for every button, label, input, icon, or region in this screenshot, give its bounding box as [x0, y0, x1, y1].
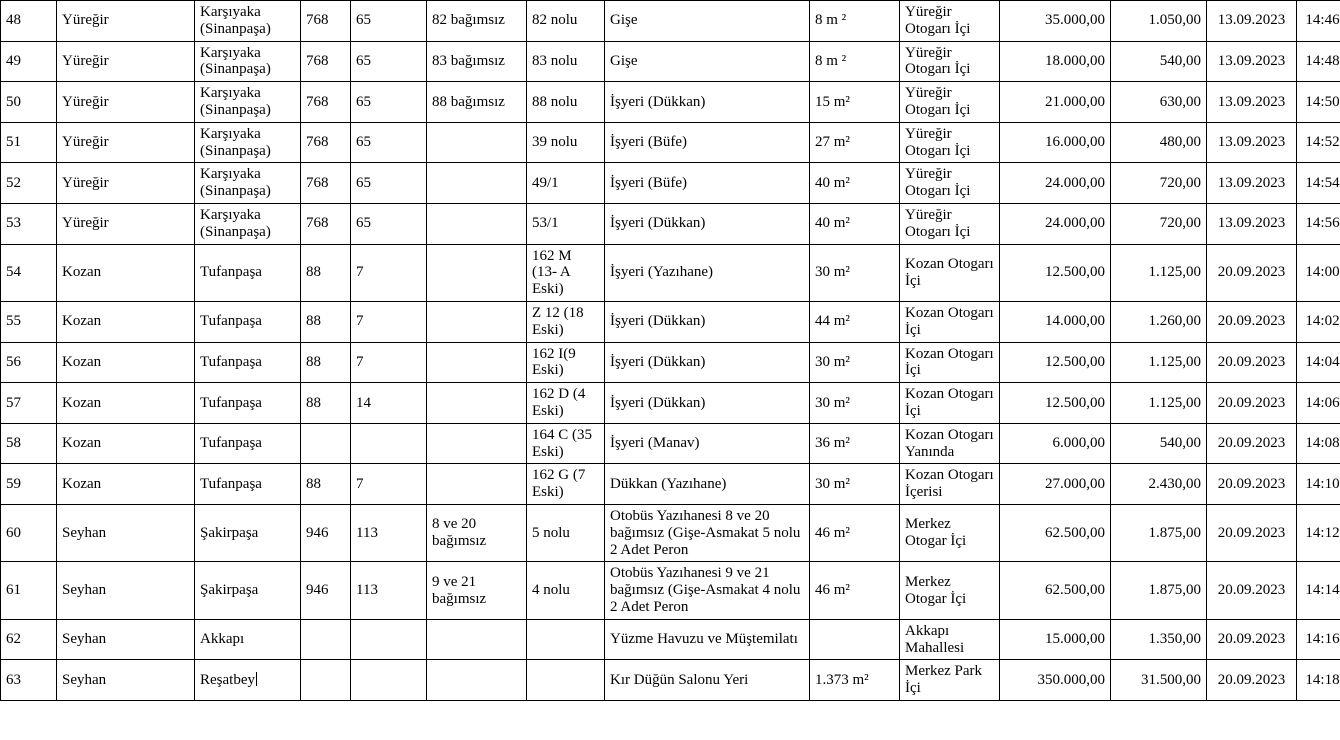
- cell-teminat: 720,00: [1111, 163, 1207, 204]
- cell-parsel: [351, 619, 427, 660]
- cell-parsel: 113: [351, 562, 427, 619]
- cell-adres: Kozan Otogarı İçerisi: [900, 464, 1000, 505]
- cell-saat: 14:46: [1297, 1, 1340, 42]
- cell-mahalle: Şakirpaşa: [195, 562, 301, 619]
- cell-mahalle: Tufanpaşa: [195, 342, 301, 383]
- cell-ada: 88: [301, 244, 351, 301]
- cell-ilce: Seyhan: [57, 562, 195, 619]
- cell-sira-no: 55: [1, 301, 57, 342]
- table-row: [1, 464, 1340, 505]
- cell-mahalle: [195, 660, 301, 701]
- cell-bagimsiz: 8 ve 20 bağımsız: [427, 504, 527, 561]
- cell-ilce: Yüreğir: [57, 122, 195, 163]
- cell-ada: 768: [301, 41, 351, 82]
- cell-nitelik: Otobüs Yazıhanesi 8 ve 20 bağımsız (Gişe-Asmakat 5 nolu 2 Adet Peron: [605, 504, 810, 561]
- cell-sira-no: 50: [1, 82, 57, 123]
- cell-bagimsiz: 83 bağımsız: [427, 41, 527, 82]
- cell-mahalle: Tufanpaşa: [195, 383, 301, 424]
- cell-nitelik: Kır Düğün Salonu Yeri: [605, 660, 810, 701]
- cell-nitelik: İşyeri (Dükkan): [605, 203, 810, 244]
- cell-tarih: 20.09.2023: [1207, 464, 1297, 505]
- cell-teminat: 1.125,00: [1111, 342, 1207, 383]
- cell-muhammen-bedel: 6.000,00: [1000, 423, 1111, 464]
- cell-saat: 14:50: [1297, 82, 1340, 123]
- cell-sira-no: 61: [1, 562, 57, 619]
- cell-saat: 14:54: [1297, 163, 1340, 204]
- cell-ada: 768: [301, 163, 351, 204]
- cell-nitelik: Gişe: [605, 1, 810, 42]
- table-row: [1, 660, 1340, 701]
- table-row: [1, 301, 1340, 342]
- table-row: [1, 203, 1340, 244]
- table-row: [1, 504, 1340, 561]
- cell-tarih: 13.09.2023: [1207, 163, 1297, 204]
- cell-ada: 946: [301, 562, 351, 619]
- cell-teminat: 720,00: [1111, 203, 1207, 244]
- cell-ada: 88: [301, 342, 351, 383]
- cell-adres: Akkapı Mahallesi: [900, 619, 1000, 660]
- cell-teminat: 480,00: [1111, 122, 1207, 163]
- cell-nolu: 53/1: [527, 203, 605, 244]
- cell-sira-no: 56: [1, 342, 57, 383]
- cell-bagimsiz: [427, 301, 527, 342]
- cell-ada: 768: [301, 1, 351, 42]
- cell-muhammen-bedel: 15.000,00: [1000, 619, 1111, 660]
- cell-parsel: [351, 423, 427, 464]
- cell-bagimsiz: [427, 660, 527, 701]
- table-row: [1, 423, 1340, 464]
- cell-adres: Yüreğir Otogarı İçi: [900, 82, 1000, 123]
- cell-ilce: Yüreğir: [57, 163, 195, 204]
- cell-muhammen-bedel: 12.500,00: [1000, 342, 1111, 383]
- cell-alan: 30 m²: [810, 342, 900, 383]
- table-row: [1, 1, 1340, 42]
- cell-teminat: 2.430,00: [1111, 464, 1207, 505]
- cell-teminat: 540,00: [1111, 41, 1207, 82]
- cell-alan: 40 m²: [810, 163, 900, 204]
- cell-muhammen-bedel: 16.000,00: [1000, 122, 1111, 163]
- cell-adres: Kozan Otogarı İçi: [900, 342, 1000, 383]
- cell-parsel: 65: [351, 1, 427, 42]
- cell-nolu: Z 12 (18 Eski): [527, 301, 605, 342]
- cell-teminat: 31.500,00: [1111, 660, 1207, 701]
- table-row: [1, 122, 1340, 163]
- cell-bagimsiz: [427, 464, 527, 505]
- cell-alan: 30 m²: [810, 244, 900, 301]
- cell-muhammen-bedel: 21.000,00: [1000, 82, 1111, 123]
- cell-adres: Kozan Otogarı İçi: [900, 301, 1000, 342]
- cell-mahalle: Tufanpaşa: [195, 423, 301, 464]
- cell-ilce: Yüreğir: [57, 1, 195, 42]
- cell-ilce: Yüreğir: [57, 203, 195, 244]
- cell-nitelik: İşyeri (Dükkan): [605, 342, 810, 383]
- cell-saat: 14:08: [1297, 423, 1340, 464]
- cell-sira-no: 60: [1, 504, 57, 561]
- cell-bagimsiz: [427, 203, 527, 244]
- cell-ada: 768: [301, 122, 351, 163]
- cell-adres: Yüreğir Otogarı İçi: [900, 41, 1000, 82]
- cell-saat: 14:56: [1297, 203, 1340, 244]
- cell-nolu: 39 nolu: [527, 122, 605, 163]
- cell-tarih: 20.09.2023: [1207, 301, 1297, 342]
- cell-tarih: 20.09.2023: [1207, 423, 1297, 464]
- cell-ada: 946: [301, 504, 351, 561]
- cell-parsel: [351, 660, 427, 701]
- table-row: [1, 383, 1340, 424]
- cell-nitelik: İşyeri (Büfe): [605, 163, 810, 204]
- cell-mahalle: Akkapı: [195, 619, 301, 660]
- cell-sira-no: 62: [1, 619, 57, 660]
- cell-teminat: 1.125,00: [1111, 244, 1207, 301]
- cell-tarih: 20.09.2023: [1207, 660, 1297, 701]
- cell-teminat: 1.350,00: [1111, 619, 1207, 660]
- cell-ilce: Kozan: [57, 464, 195, 505]
- cell-alan: 15 m²: [810, 82, 900, 123]
- cell-ada: 768: [301, 82, 351, 123]
- cell-muhammen-bedel: 24.000,00: [1000, 163, 1111, 204]
- cell-parsel: 65: [351, 203, 427, 244]
- cell-parsel: 7: [351, 244, 427, 301]
- cell-tarih: 13.09.2023: [1207, 82, 1297, 123]
- cell-alan: 30 m²: [810, 464, 900, 505]
- cell-mahalle: Karşıyaka (Sinanpaşa): [195, 41, 301, 82]
- cell-ilce: Yüreğir: [57, 41, 195, 82]
- cell-sira-no: 63: [1, 660, 57, 701]
- cell-saat: 14:12: [1297, 504, 1340, 561]
- cell-nitelik: Dükkan (Yazıhane): [605, 464, 810, 505]
- cell-teminat: 630,00: [1111, 82, 1207, 123]
- cell-mahalle-text: Reşatbey: [200, 671, 255, 688]
- cell-parsel: 65: [351, 41, 427, 82]
- cell-ilce: Seyhan: [57, 619, 195, 660]
- cell-bagimsiz: [427, 423, 527, 464]
- cell-bagimsiz: [427, 619, 527, 660]
- cell-sira-no: 49: [1, 41, 57, 82]
- cell-teminat: 1.125,00: [1111, 383, 1207, 424]
- cell-tarih: 20.09.2023: [1207, 504, 1297, 561]
- cell-ada: 88: [301, 301, 351, 342]
- table-row: [1, 163, 1340, 204]
- cell-nolu: 164 C (35 Eski): [527, 423, 605, 464]
- cell-bagimsiz: 82 bağımsız: [427, 1, 527, 42]
- cell-sira-no: 53: [1, 203, 57, 244]
- cell-saat: 14:18: [1297, 660, 1340, 701]
- cell-alan: 8 m ²: [810, 41, 900, 82]
- cell-muhammen-bedel: 35.000,00: [1000, 1, 1111, 42]
- cell-teminat: 540,00: [1111, 423, 1207, 464]
- cell-parsel: 113: [351, 504, 427, 561]
- cell-bagimsiz: [427, 244, 527, 301]
- cell-mahalle: Karşıyaka (Sinanpaşa): [195, 122, 301, 163]
- cell-teminat: 1.875,00: [1111, 562, 1207, 619]
- cell-adres: Kozan Otogarı İçi: [900, 244, 1000, 301]
- cell-mahalle: Tufanpaşa: [195, 301, 301, 342]
- cell-ilce: Kozan: [57, 342, 195, 383]
- cell-adres: Merkez Park İçi: [900, 660, 1000, 701]
- cell-saat: 14:00: [1297, 244, 1340, 301]
- cell-nolu: 162 D (4 Eski): [527, 383, 605, 424]
- cell-adres: Kozan Otogarı İçi: [900, 383, 1000, 424]
- cell-nolu: 4 nolu: [527, 562, 605, 619]
- text-cursor: [256, 672, 257, 686]
- cell-muhammen-bedel: 12.500,00: [1000, 244, 1111, 301]
- cell-parsel: 7: [351, 301, 427, 342]
- table-row: [1, 619, 1340, 660]
- cell-adres: Merkez Otogar İçi: [900, 562, 1000, 619]
- cell-alan: 1.373 m²: [810, 660, 900, 701]
- cell-adres: Yüreğir Otogarı İçi: [900, 203, 1000, 244]
- cell-bagimsiz: [427, 122, 527, 163]
- cell-ilce: Kozan: [57, 301, 195, 342]
- cell-bagimsiz: 9 ve 21 bağımsız: [427, 562, 527, 619]
- cell-ilce: Kozan: [57, 423, 195, 464]
- cell-mahalle: Tufanpaşa: [195, 464, 301, 505]
- cell-bagimsiz: [427, 342, 527, 383]
- cell-alan: 44 m²: [810, 301, 900, 342]
- cell-ilce: Seyhan: [57, 504, 195, 561]
- cell-saat: 14:04: [1297, 342, 1340, 383]
- cell-nolu: 162 G (7 Eski): [527, 464, 605, 505]
- cell-parsel: 14: [351, 383, 427, 424]
- cell-teminat: 1.875,00: [1111, 504, 1207, 561]
- cell-nitelik: Yüzme Havuzu ve Müştemilatı: [605, 619, 810, 660]
- cell-nolu: [527, 660, 605, 701]
- cell-nolu: 162 I(9 Eski): [527, 342, 605, 383]
- cell-ada: [301, 660, 351, 701]
- cell-muhammen-bedel: 12.500,00: [1000, 383, 1111, 424]
- cell-alan: 27 m²: [810, 122, 900, 163]
- table-row: [1, 562, 1340, 619]
- cell-parsel: 65: [351, 82, 427, 123]
- cell-saat: 14:02: [1297, 301, 1340, 342]
- cell-muhammen-bedel: 350.000,00: [1000, 660, 1111, 701]
- cell-sira-no: 58: [1, 423, 57, 464]
- cell-nitelik: İşyeri (Dükkan): [605, 301, 810, 342]
- cell-nolu: 83 nolu: [527, 41, 605, 82]
- cell-saat: 14:10: [1297, 464, 1340, 505]
- cell-alan: 40 m²: [810, 203, 900, 244]
- cell-tarih: 20.09.2023: [1207, 244, 1297, 301]
- cell-ilce: Kozan: [57, 383, 195, 424]
- cell-nitelik: Otobüs Yazıhanesi 9 ve 21 bağımsız (Gişe-Asmakat 4 nolu 2 Adet Peron: [605, 562, 810, 619]
- cell-nitelik: İşyeri (Dükkan): [605, 82, 810, 123]
- cell-sira-no: 57: [1, 383, 57, 424]
- cell-saat: 14:16: [1297, 619, 1340, 660]
- cell-nolu: 162 M (13- A Eski): [527, 244, 605, 301]
- cell-alan: 46 m²: [810, 562, 900, 619]
- cell-sira-no: 48: [1, 1, 57, 42]
- cell-ada: [301, 619, 351, 660]
- cell-saat: 14:14: [1297, 562, 1340, 619]
- cell-saat: 14:48: [1297, 41, 1340, 82]
- cell-bagimsiz: 88 bağımsız: [427, 82, 527, 123]
- cell-tarih: 13.09.2023: [1207, 122, 1297, 163]
- cell-nitelik: İşyeri (Yazıhane): [605, 244, 810, 301]
- cell-teminat: 1.050,00: [1111, 1, 1207, 42]
- cell-adres: Merkez Otogar İçi: [900, 504, 1000, 561]
- cell-sira-no: 51: [1, 122, 57, 163]
- cell-nitelik: İşyeri (Dükkan): [605, 383, 810, 424]
- cell-tarih: 20.09.2023: [1207, 619, 1297, 660]
- cell-muhammen-bedel: 27.000,00: [1000, 464, 1111, 505]
- cell-mahalle: Karşıyaka (Sinanpaşa): [195, 82, 301, 123]
- cell-mahalle: Karşıyaka (Sinanpaşa): [195, 1, 301, 42]
- cell-sira-no: 52: [1, 163, 57, 204]
- table-row: [1, 41, 1340, 82]
- cell-bagimsiz: [427, 163, 527, 204]
- cell-tarih: 13.09.2023: [1207, 41, 1297, 82]
- cell-sira-no: 59: [1, 464, 57, 505]
- cell-parsel: 7: [351, 342, 427, 383]
- cell-tarih: 20.09.2023: [1207, 383, 1297, 424]
- cell-ilce: Yüreğir: [57, 82, 195, 123]
- cell-saat: 14:52: [1297, 122, 1340, 163]
- cell-parsel: 65: [351, 163, 427, 204]
- cell-ilce: Kozan: [57, 244, 195, 301]
- cell-mahalle: Tufanpaşa: [195, 244, 301, 301]
- cell-adres: Yüreğir Otogarı İçi: [900, 122, 1000, 163]
- cell-ada: 88: [301, 464, 351, 505]
- cell-nolu: 82 nolu: [527, 1, 605, 42]
- cell-nolu: 49/1: [527, 163, 605, 204]
- cell-saat: 14:06: [1297, 383, 1340, 424]
- table-body: [1, 1, 1340, 701]
- cell-muhammen-bedel: 62.500,00: [1000, 562, 1111, 619]
- cell-mahalle: Karşıyaka (Sinanpaşa): [195, 203, 301, 244]
- cell-sira-no: 54: [1, 244, 57, 301]
- cell-ada: 768: [301, 203, 351, 244]
- cell-muhammen-bedel: 14.000,00: [1000, 301, 1111, 342]
- table-row: [1, 244, 1340, 301]
- cell-mahalle: Şakirpaşa: [195, 504, 301, 561]
- cell-adres: Kozan Otogarı Yanında: [900, 423, 1000, 464]
- cell-teminat: 1.260,00: [1111, 301, 1207, 342]
- cell-adres: Yüreğir Otogarı İçi: [900, 163, 1000, 204]
- cell-nolu: 5 nolu: [527, 504, 605, 561]
- cell-muhammen-bedel: 18.000,00: [1000, 41, 1111, 82]
- cell-ada: [301, 423, 351, 464]
- cell-nitelik: İşyeri (Büfe): [605, 122, 810, 163]
- cell-nolu: [527, 619, 605, 660]
- cell-adres: Yüreğir Otogarı İçi: [900, 1, 1000, 42]
- cell-tarih: 13.09.2023: [1207, 1, 1297, 42]
- cell-tarih: 20.09.2023: [1207, 342, 1297, 383]
- cell-parsel: 65: [351, 122, 427, 163]
- table-row: [1, 82, 1340, 123]
- cell-ada: 88: [301, 383, 351, 424]
- cell-nitelik: Gişe: [605, 41, 810, 82]
- cell-alan: [810, 619, 900, 660]
- cell-muhammen-bedel: 24.000,00: [1000, 203, 1111, 244]
- cell-alan: 30 m²: [810, 383, 900, 424]
- cell-nitelik: İşyeri (Manav): [605, 423, 810, 464]
- cell-alan: 36 m²: [810, 423, 900, 464]
- cell-nolu: 88 nolu: [527, 82, 605, 123]
- cell-ilce: Seyhan: [57, 660, 195, 701]
- cell-alan: 46 m²: [810, 504, 900, 561]
- cell-parsel: 7: [351, 464, 427, 505]
- cell-muhammen-bedel: 62.500,00: [1000, 504, 1111, 561]
- cell-tarih: 20.09.2023: [1207, 562, 1297, 619]
- table-row: [1, 342, 1340, 383]
- cell-alan: 8 m ²: [810, 1, 900, 42]
- cell-tarih: 13.09.2023: [1207, 203, 1297, 244]
- cell-mahalle: Karşıyaka (Sinanpaşa): [195, 163, 301, 204]
- cell-bagimsiz: [427, 383, 527, 424]
